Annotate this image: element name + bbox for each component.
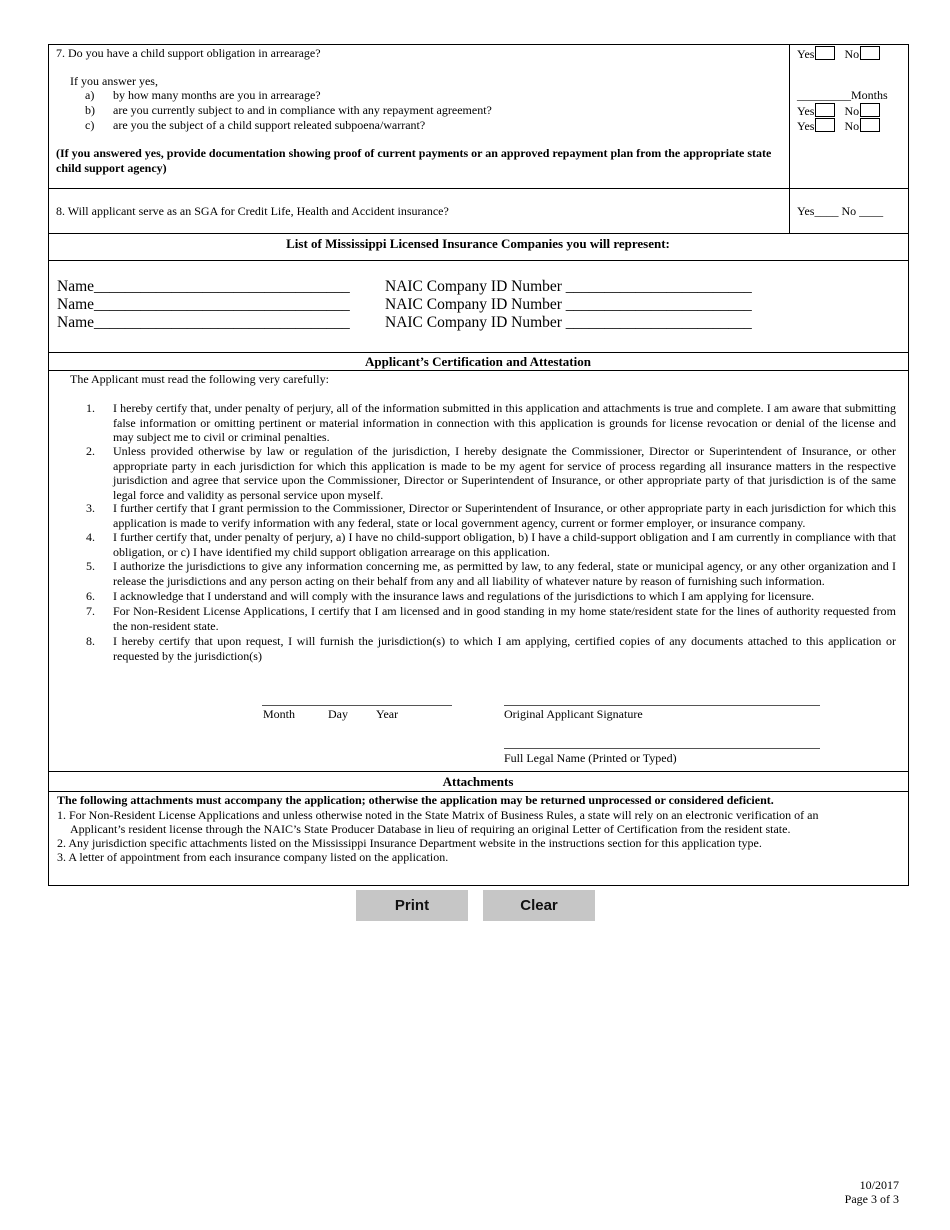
cert-item-text: I authorize the jurisdictions to give any information concerning me, as permitted by law, to any federal, state or municipal agency, or any other organization and I release the jurisdictions and any person acting on their behalf from any and all liability of whatever nature by reason of furnishing such information. bbox=[113, 559, 896, 588]
q7a-months-answer bbox=[797, 88, 888, 103]
q7-sub-c-letter: c) bbox=[85, 118, 95, 132]
q7-sub-b-letter: b) bbox=[85, 103, 95, 117]
cert-item-number: 8. bbox=[86, 634, 95, 648]
company-naic-2[interactable]: NAIC Company ID Number ________________________ bbox=[385, 296, 752, 313]
cert-item bbox=[56, 501, 896, 530]
q8-answer[interactable]: Yes____ No ____ bbox=[797, 204, 884, 218]
cert-item bbox=[56, 559, 896, 588]
q7c-no-label: No bbox=[844, 119, 860, 133]
signature-label: Original Applicant Signature bbox=[504, 707, 643, 721]
q7-no-label: No bbox=[844, 47, 860, 61]
q7c-yes-checkbox[interactable] bbox=[815, 118, 835, 132]
certification-intro: The Applicant must read the following very carefully: bbox=[70, 372, 329, 386]
q7b-yes-label: Yes bbox=[797, 104, 815, 118]
cert-item bbox=[56, 444, 896, 501]
cert-item bbox=[56, 634, 896, 663]
cert-item bbox=[56, 589, 896, 604]
footer-page: Page 3 of 3 bbox=[844, 1192, 899, 1206]
cert-item-text: Unless provided otherwise by law or regulation of the jurisdiction, I hereby designate the Commissioner, Director or Superintendent of Insurance, or other appropriate party in each jurisdiction for which this application is made to be my agent for service of process regarding all insurance matters in the respective jurisdiction and agree that service upon the Commissioner, Director or Superintendent of Insurance, or other appropriate party of that jurisdiction is of the same legal force and validity as personal service upon myself. bbox=[113, 444, 896, 502]
attachment-item: 2. Any jurisdiction specific attachments listed on the Mississippi Insurance Department website in the instructions section for this application type. bbox=[57, 836, 762, 850]
company-naic-1[interactable]: NAIC Company ID Number ________________________ bbox=[385, 278, 752, 295]
cert-item-number: 5. bbox=[86, 559, 95, 573]
q7-main-answer bbox=[797, 46, 880, 62]
date-year-label: Year bbox=[376, 707, 399, 721]
signature-line[interactable] bbox=[504, 705, 820, 706]
attachment-item: 1. For Non-Resident License Applications and unless otherwise noted in the State Matrix of Business Rules, a state will rely on an electronic verification of an Applicant’s resident license through the NAIC’s State Producer Database in lieu of requiring an original Letter of Certification from the resident state. bbox=[57, 808, 819, 836]
company-name-2[interactable]: Name_________________________________ bbox=[57, 296, 350, 313]
legal-name-line[interactable] bbox=[504, 748, 820, 749]
clear-button[interactable]: Clear bbox=[483, 890, 595, 921]
q7b-no-label: No bbox=[844, 104, 860, 118]
q7c-answer bbox=[797, 118, 880, 134]
cert-item-text: I further certify that I grant permission to the Commissioner, Director or Superintendent of Insurance, or other appropriate party in each jurisdiction for which this application is made to verify information with any federal, state or local government agency, current or former employer, or insurance company. bbox=[113, 501, 896, 530]
certification-header: Applicant’s Certification and Attestation bbox=[365, 354, 591, 369]
cert-item-text: I hereby certify that upon request, I will furnish the jurisdiction(s) to which I am applying, certified copies of any documents attached to this application or requested by the jurisdiction(s) bbox=[113, 634, 896, 663]
q7b-yes-checkbox[interactable] bbox=[815, 103, 835, 117]
q7c-no-checkbox[interactable] bbox=[860, 118, 880, 132]
cert-item bbox=[56, 530, 896, 559]
attachment-item: 3. A letter of appointment from each insurance company listed on the application. bbox=[57, 850, 449, 864]
cert-item-text: I acknowledge that I understand and will comply with the insurance laws and regulations of the jurisdictions to which I am applying for licensure. bbox=[113, 589, 815, 603]
cert-item-text: I further certify that, under penalty of perjury, a) I have no child-support obligation, b) I have a child-support obligation and I am currently in compliance with that obligation, or c) I have identified my child support obligation arrearage on this application. bbox=[113, 530, 896, 559]
date-month-label: Month bbox=[263, 707, 296, 721]
date-day-label: Day bbox=[328, 707, 348, 721]
cert-item-text: I hereby certify that, under penalty of perjury, all of the information submitted in this application and attachments is true and complete. I am aware that submitting false information or omitting pertinent or material information in connection with this application is grounds for license revocation or denial of the license and may subject me to civil or criminal penalties. bbox=[113, 401, 896, 444]
companies-header: List of Mississippi Licensed Insurance Companies you will represent: bbox=[286, 236, 670, 251]
cert-item-number: 2. bbox=[86, 444, 95, 458]
q7a-months-blank[interactable]: _________ bbox=[797, 88, 851, 102]
cert-item-text: For Non-Resident License Applications, I certify that I am licensed and in good standing in my home state/resident state for the lines of authority requested from the non-resident state. bbox=[113, 604, 896, 633]
company-name-3[interactable]: Name_________________________________ bbox=[57, 314, 350, 331]
q7a-months-label: Months bbox=[851, 88, 888, 102]
footer-date: 10/2017 bbox=[859, 1178, 899, 1192]
attachments-intro: The following attachments must accompany the application; otherwise the application may be returned unprocessed or considered deficient. bbox=[57, 793, 774, 807]
cert-item-number: 3. bbox=[86, 501, 95, 515]
cert-item-number: 6. bbox=[86, 589, 95, 603]
q7b-answer bbox=[797, 103, 880, 119]
q7-sub-a-letter: a) bbox=[85, 88, 95, 102]
cert-item-number: 1. bbox=[86, 401, 95, 415]
q7-yes-checkbox[interactable] bbox=[815, 46, 835, 60]
company-naic-3[interactable]: NAIC Company ID Number ________________________ bbox=[385, 314, 752, 331]
date-line[interactable] bbox=[262, 705, 452, 706]
q7-note: (If you answered yes, provide documentation showing proof of current payments or an approved repayment plan from the appropriate state child support agency) bbox=[56, 146, 772, 175]
legal-name-label: Full Legal Name (Printed or Typed) bbox=[504, 751, 677, 765]
q7-yes-label: Yes bbox=[797, 47, 815, 61]
cert-item bbox=[56, 604, 896, 633]
company-name-1[interactable]: Name_________________________________ bbox=[57, 278, 350, 295]
q7-sub-b-text: are you currently subject to and in compliance with any repayment agreement? bbox=[113, 103, 492, 117]
q8-question: 8. Will applicant serve as an SGA for Credit Life, Health and Accident insurance? bbox=[56, 204, 449, 218]
attachments-header: Attachments bbox=[442, 774, 514, 789]
q7b-no-checkbox[interactable] bbox=[860, 103, 880, 117]
q7-no-checkbox[interactable] bbox=[860, 46, 880, 60]
q7-question: 7. Do you have a child support obligation in arrearage? bbox=[56, 46, 321, 60]
cert-item-number: 7. bbox=[86, 604, 95, 618]
print-button[interactable]: Print bbox=[356, 890, 468, 921]
q7-if-yes: If you answer yes, bbox=[70, 74, 158, 88]
q7-sub-a-text: by how many months are you in arrearage? bbox=[113, 88, 321, 102]
q7-sub-c-text: are you the subject of a child support releated subpoena/warrant? bbox=[113, 118, 426, 132]
cert-item bbox=[56, 401, 896, 444]
cert-item-number: 4. bbox=[86, 530, 95, 544]
q7c-yes-label: Yes bbox=[797, 119, 815, 133]
